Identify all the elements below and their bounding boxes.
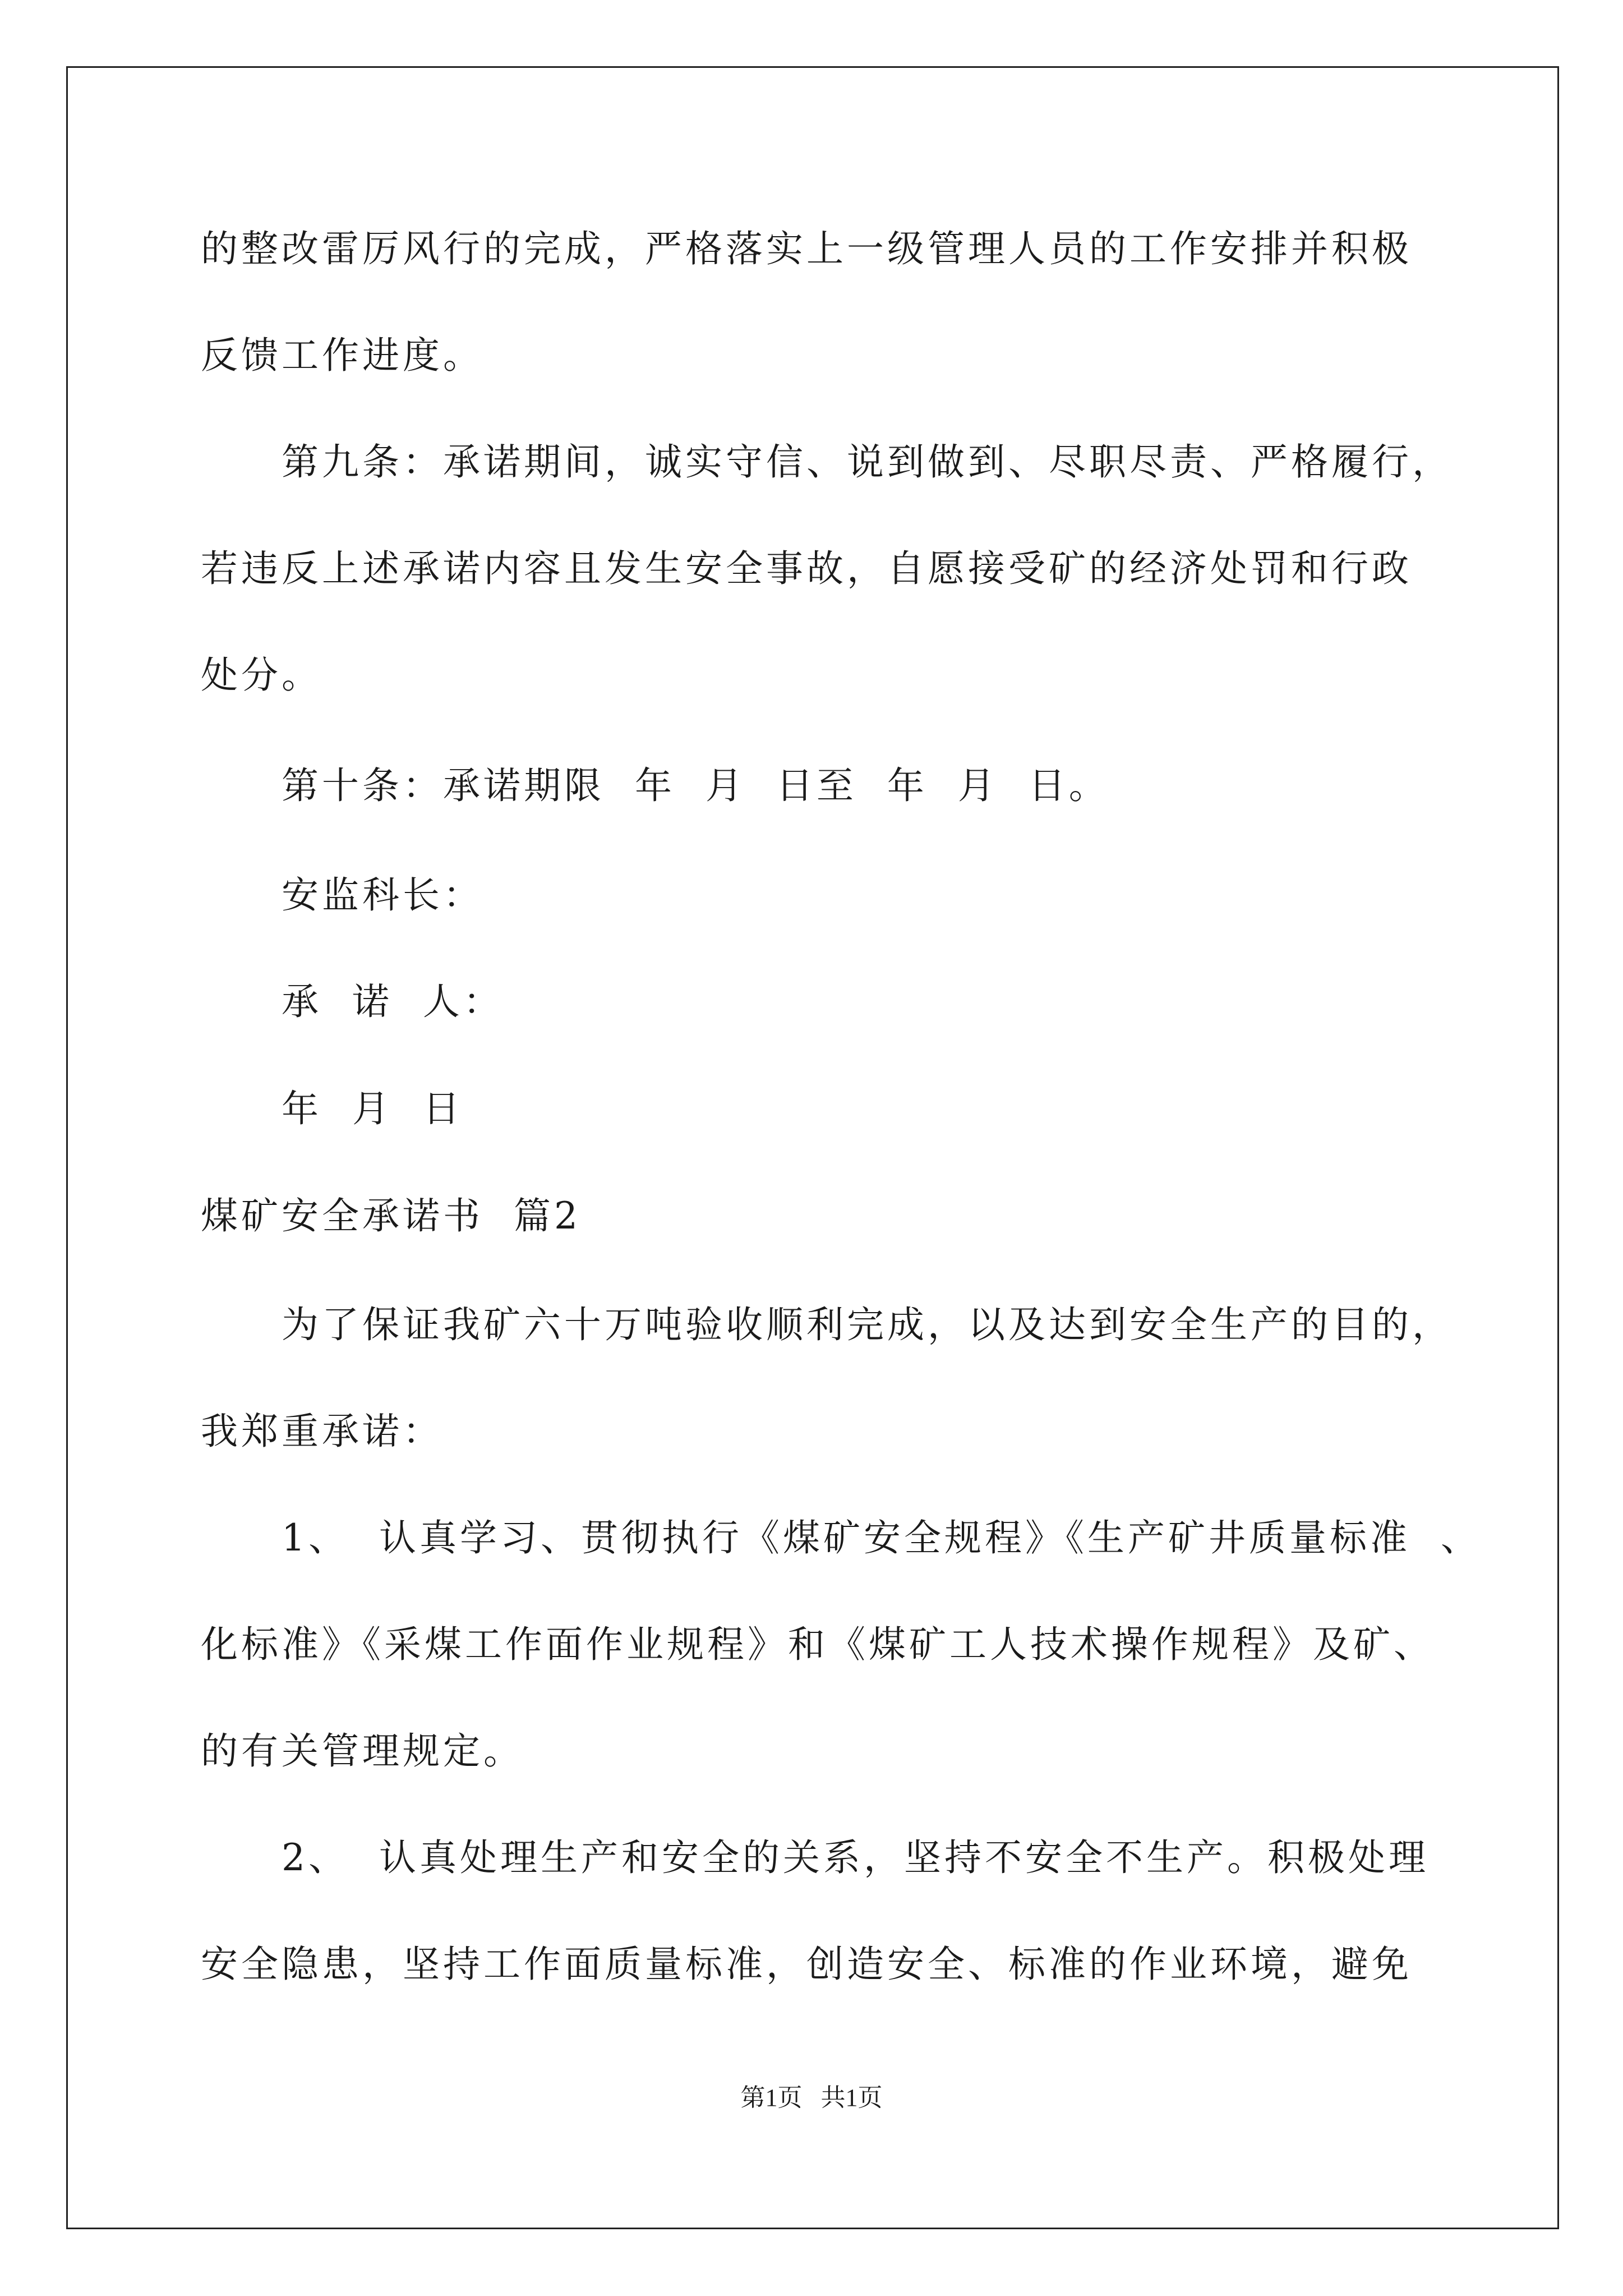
text-line: 为了保证我矿六十万吨验收顺利完成，以及达到安全生产的目的， — [282, 1303, 1453, 1346]
text-line: 2、 认真处理生产和安全的关系，坚持不安全不生产。积极处理 — [282, 1836, 1429, 1879]
text-line: 年 月 日 — [282, 1087, 463, 1130]
text-line: 1、 认真学习、贯彻执行《煤矿安全规程》《生产矿井质量标准 、 — [282, 1516, 1481, 1559]
text-line: 化标准》《采煤工作面作业规程》和《煤矿工人技术操作规程》及矿、 — [201, 1623, 1434, 1666]
text-line: 我郑重承诺： — [201, 1410, 443, 1453]
text-line: 安全隐患，坚持工作面质量标准，创造安全、标准的作业环境，避免 — [201, 1943, 1412, 1986]
text-line: 第十条：承诺期限 年 月 日至 年 月 日。 — [282, 764, 1109, 807]
text-line: 安监科长： — [282, 873, 483, 917]
text-line: 的整改雷厉风行的完成，严格落实上一级管理人员的工作安排并积极 — [201, 227, 1412, 270]
text-line: 承 诺 人： — [282, 980, 504, 1023]
text-line: 第九条：承诺期间，诚实守信、说到做到、尽职尽责、严格履行， — [282, 440, 1453, 484]
text-line: 反馈工作进度。 — [201, 334, 483, 377]
section-heading: 煤矿安全承诺书 篇2 — [201, 1194, 581, 1237]
page-footer: 第1页 共1页 — [740, 2084, 883, 2111]
text-line: 处分。 — [201, 654, 322, 697]
page-border — [66, 66, 1559, 2229]
text-line: 的有关管理规定。 — [201, 1729, 524, 1773]
text-line: 若违反上述承诺内容且发生安全事故，自愿接受矿的经济处罚和行政 — [201, 547, 1412, 590]
